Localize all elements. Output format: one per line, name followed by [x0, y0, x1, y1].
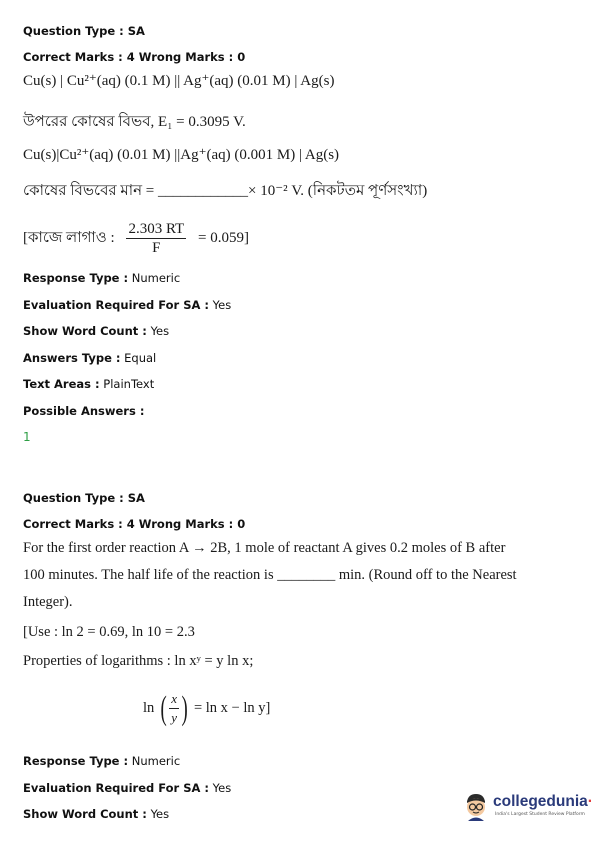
- q2-marks: Correct Marks : 4 Wrong Marks : 0: [23, 517, 246, 531]
- formula-prefix: ln: [143, 699, 155, 716]
- formula-suffix: = ln x − ln y]: [193, 699, 271, 716]
- q2-line1: For the first order reaction A → 2B, 1 mole of reactant A gives 0.2 moles of B after: [23, 540, 506, 556]
- q2-evaluation: Evaluation Required For SA : Yes: [23, 781, 232, 795]
- formula-denominator: y: [171, 710, 178, 725]
- hint-numerator: 2.303 RT: [128, 221, 185, 237]
- formula-numerator: x: [169, 690, 179, 709]
- q2-line4: [Use : ln 2 = 0.69, ln 10 = 2.3: [23, 624, 195, 640]
- q1-word-count: Show Word Count : Yes: [23, 324, 170, 338]
- q1-possible-answer-value: 1: [23, 430, 31, 444]
- q1-line1: Cu(s) | Cu²⁺(aq) (0.1 M) || Ag⁺(aq) (0.01 M) | Ag(s): [23, 73, 335, 89]
- hint-fraction: [126, 220, 186, 257]
- q1-answers-type: Answers Type : Equal: [23, 351, 157, 365]
- mascot-icon: [462, 792, 490, 822]
- formula-fraction: [169, 690, 179, 727]
- q1-possible-answers: Possible Answers :: [23, 404, 145, 418]
- q1-line2: উপরের কোষের বিভব, E₁ = 0.3095 V.: [23, 114, 246, 130]
- q2-line5: Properties of logarithms : ln xʸ = y ln x;: [23, 653, 254, 669]
- q1-type: Question Type : SA: [23, 24, 145, 38]
- q1-evaluation: Evaluation Required For SA : Yes: [23, 298, 232, 312]
- q2-formula: [143, 690, 270, 727]
- q1-response-type: Response Type : Numeric: [23, 271, 181, 285]
- q1-line4: কোষের বিভবের মান = ____________× 10⁻² V. (নিকটতম পূর্ণসংখ্যা): [23, 183, 428, 199]
- formula-paren: ( $\frac{x}{y}$ ): [160, 689, 188, 727]
- hint-suffix: = 0.059]: [197, 229, 249, 246]
- q2-line2: 100 minutes. The half life of the reaction is ________ min. (Round off to the Nearest: [23, 567, 517, 583]
- hint-denominator: F: [152, 240, 161, 256]
- q2-line3: Integer).: [23, 594, 73, 610]
- logo-tagline: India's Largest Student Review Platform: [495, 812, 585, 817]
- q1-line3: Cu(s)|Cu²⁺(aq) (0.01 M) ||Ag⁺(aq) (0.001 M) | Ag(s): [23, 147, 340, 163]
- logo-wordmark: collegedunia·: [493, 793, 593, 810]
- q2-response-type: Response Type : Numeric: [23, 754, 181, 768]
- q2-word-count: Show Word Count : Yes: [23, 807, 170, 821]
- q1-marks: Correct Marks : 4 Wrong Marks : 0: [23, 50, 246, 64]
- q1-text-areas: Text Areas : PlainText: [23, 377, 155, 391]
- hint-prefix: [কাজে লাগাও :: [23, 229, 115, 246]
- q1-hint: [23, 220, 249, 257]
- q2-type: Question Type : SA: [23, 491, 145, 505]
- collegedunia-logo: [462, 790, 593, 828]
